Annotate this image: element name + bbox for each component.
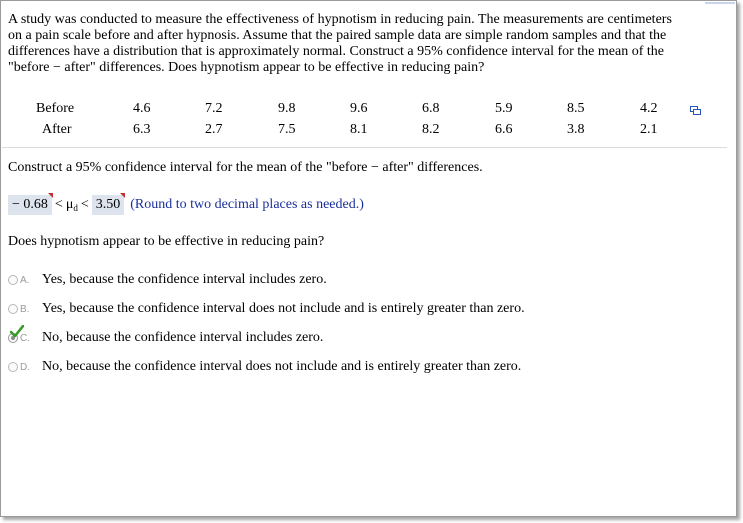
section-divider [2,147,727,148]
copy-table-icon[interactable] [690,106,701,115]
upper-bound-field[interactable] [92,195,125,215]
before-value: 7.2 [205,101,223,116]
before-value: 4.6 [133,101,151,116]
radio-button[interactable] [8,362,18,372]
option-b[interactable] [8,300,525,318]
option-letter: B. [20,303,30,315]
mu-subscript: d [73,203,78,213]
answer-flag-icon [48,193,53,198]
option-letter: C. [20,332,30,344]
rounding-hint: (Round to two decimal places as needed.) [130,197,364,212]
after-value: 8.1 [350,122,368,137]
option-text: No, because the confidence interval does not include and is entirely greater than zero. [42,359,522,374]
after-value: 6.6 [495,122,513,137]
less-than-sign: < [80,197,89,212]
mu-letter: μ [65,197,74,212]
after-value: 6.3 [133,122,151,137]
before-value: 5.9 [495,101,513,116]
intro-line-3: differences have a distribution that is approximately normal. Construct a 95% confidence interval for the mean of the [8,44,664,59]
after-row [0,120,720,140]
after-value: 8.2 [422,122,440,137]
after-value: 3.8 [567,122,585,137]
option-text: Yes, because the confidence interval does not include and is entirely greater than zero. [42,301,525,316]
upper-bound-value: 3.50 [95,197,121,212]
before-row [0,99,720,119]
option-text: No, because the confidence interval includes zero. [42,330,324,345]
before-value: 6.8 [422,101,440,116]
before-value: 9.6 [350,101,368,116]
mu-symbol [66,197,78,213]
option-text: Yes, because the confidence interval includes zero. [42,272,327,287]
data-table [0,99,720,141]
answer-flag-icon [120,193,125,198]
before-value: 9.8 [278,101,296,116]
radio-button[interactable] [8,275,18,285]
before-value: 8.5 [567,101,585,116]
correct-checkmark-icon [10,325,24,339]
after-value: 7.5 [278,122,296,137]
after-label: After [42,122,72,137]
radio-button-selected[interactable] [8,333,18,343]
lower-bound-value: − 0.68 [12,197,48,212]
option-letter: A. [20,274,30,286]
question-1: Construct a 95% confidence interval for the mean of the "before − after" differences. [8,160,483,175]
problem-statement [8,12,720,76]
top-accent-line [705,2,735,4]
lower-bound-field[interactable] [8,195,52,215]
less-than-sign: < [54,197,63,212]
before-value: 4.2 [640,101,658,116]
option-d[interactable] [8,358,521,376]
after-value: 2.1 [640,122,658,137]
option-a[interactable] [8,271,327,289]
intro-line-4: "before − after" differences. Does hypnotism appear to be effective in reducing pain? [8,60,485,75]
question-2: Does hypnotism appear to be effective in reducing pain? [8,234,325,249]
intro-line-1: A study was conducted to measure the effectiveness of hypnotism in reducing pain. The measurements are centimeters [8,12,672,27]
option-c[interactable] [8,329,323,347]
option-letter: D. [20,361,30,373]
after-value: 2.7 [205,122,223,137]
confidence-interval-answer [8,194,364,216]
before-label: Before [36,101,75,116]
intro-line-2: on a pain scale before and after hypnosis. Assume that the paired sample data are simple random samples and that the [8,28,667,43]
radio-button[interactable] [8,304,18,314]
